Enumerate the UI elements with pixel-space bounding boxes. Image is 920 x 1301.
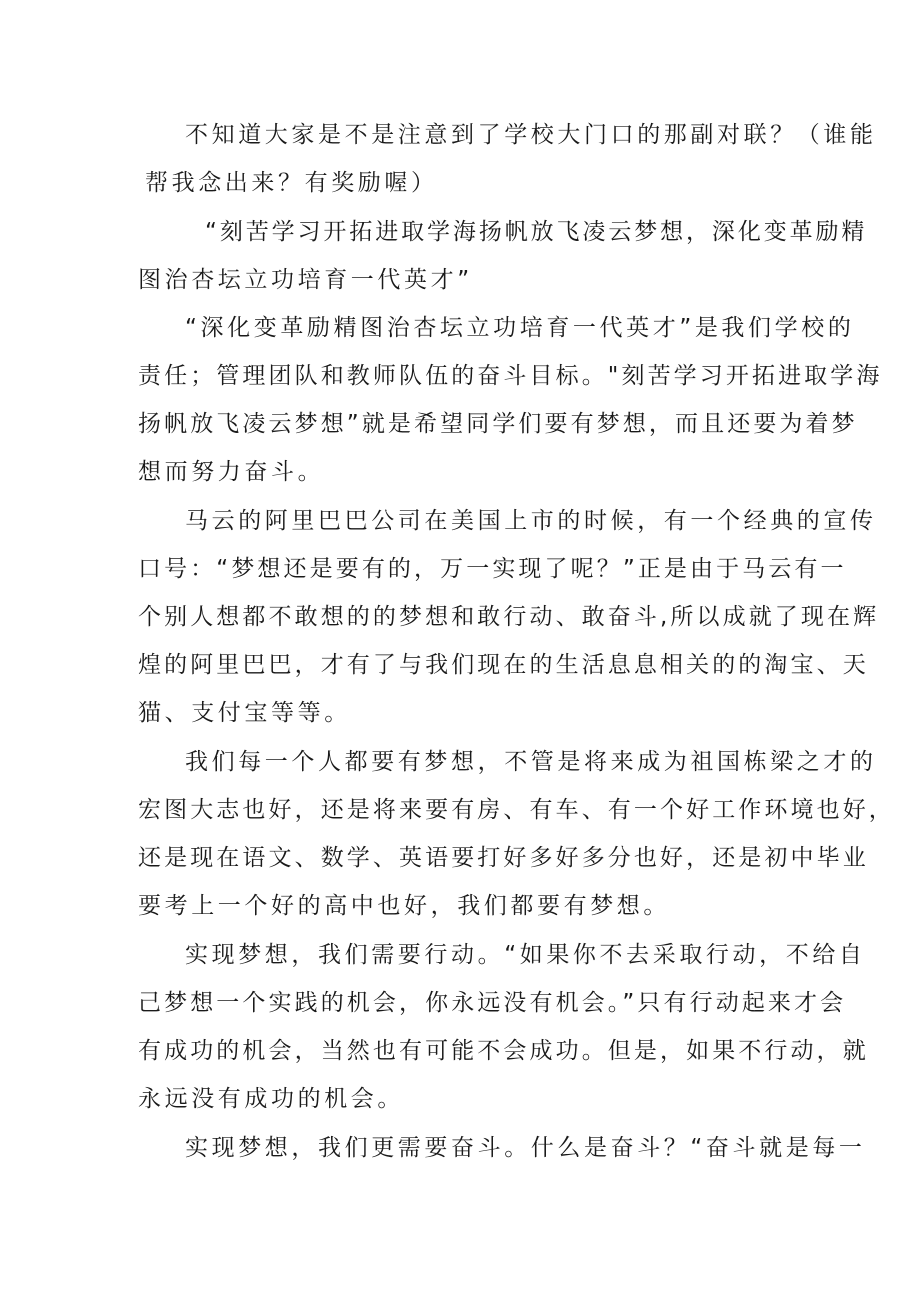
paragraph-7-line-1: 实现梦想，我们更需要奋斗。什么是奋斗？“奋斗就是每一: [185, 1135, 866, 1161]
paragraph-2-line-2: 图治杏坛立功培育一代英才”: [138, 267, 473, 293]
paragraph-4-line-5: 猫、支付宝等等。: [138, 700, 351, 726]
paragraph-4-line-3: 个别人想都不敢想的的梦想和敢行动、敢奋斗,所以成就了现在辉: [138, 604, 880, 630]
paragraph-5-line-2: 宏图大志也好，还是将来要有房、有车、有一个好工作环境也好，: [138, 797, 895, 823]
paragraph-5-line-1: 我们每一个人都要有梦想，不管是将来成为祖国栋梁之才的: [185, 749, 877, 775]
paragraph-4-line-2: 口号：“梦想还是要有的，万一实现了呢？”正是由于马云有一: [138, 556, 847, 582]
paragraph-4-line-1: 马云的阿里巴巴公司在美国上市的时候，有一个经典的宣传: [185, 508, 877, 534]
paragraph-6-line-2: 己梦想一个实践的机会，你永远没有机会。”只有行动起来才会: [138, 990, 847, 1016]
paragraph-3-line-1: “深化变革励精图治杏坛立功培育一代英才”是我们学校的: [185, 315, 855, 341]
paragraph-1-line-1: 不知道大家是不是注意到了学校大门口的那副对联？（谁能: [185, 122, 877, 148]
paragraph-5-line-3: 还是现在语文、数学、英语要打好多好多分也好，还是初中毕业: [138, 845, 869, 871]
paragraph-6-line-4: 永远没有成功的机会。: [138, 1086, 404, 1112]
paragraph-4-line-4: 煌的阿里巴巴，才有了与我们现在的生活息息相关的的淘宝、天: [138, 652, 869, 678]
paragraph-2-line-1: “刻苦学习开拓进取学海扬帆放飞凌云梦想，深化变革励精: [205, 219, 868, 245]
paragraph-6-line-3: 有成功的机会，当然也有可能不会成功。但是，如果不行动，就: [138, 1038, 869, 1064]
paragraph-3-line-3: 扬帆放飞凌云梦想”就是希望同学们要有梦想，而且还要为着梦: [138, 411, 858, 437]
paragraph-1-line-2: 帮我念出来？有奖励喔）: [145, 170, 438, 196]
paragraph-3-line-2: 责任；管理团队和教师队伍的奋斗目标。"刻苦学习开拓进取学海: [138, 363, 883, 389]
paragraph-6-line-1: 实现梦想，我们需要行动。“如果你不去采取行动，不给自: [185, 942, 866, 968]
paragraph-3-line-4: 想而努力奋斗。: [138, 459, 325, 485]
paragraph-5-line-4: 要考上一个好的高中也好，我们都要有梦想。: [138, 893, 670, 919]
